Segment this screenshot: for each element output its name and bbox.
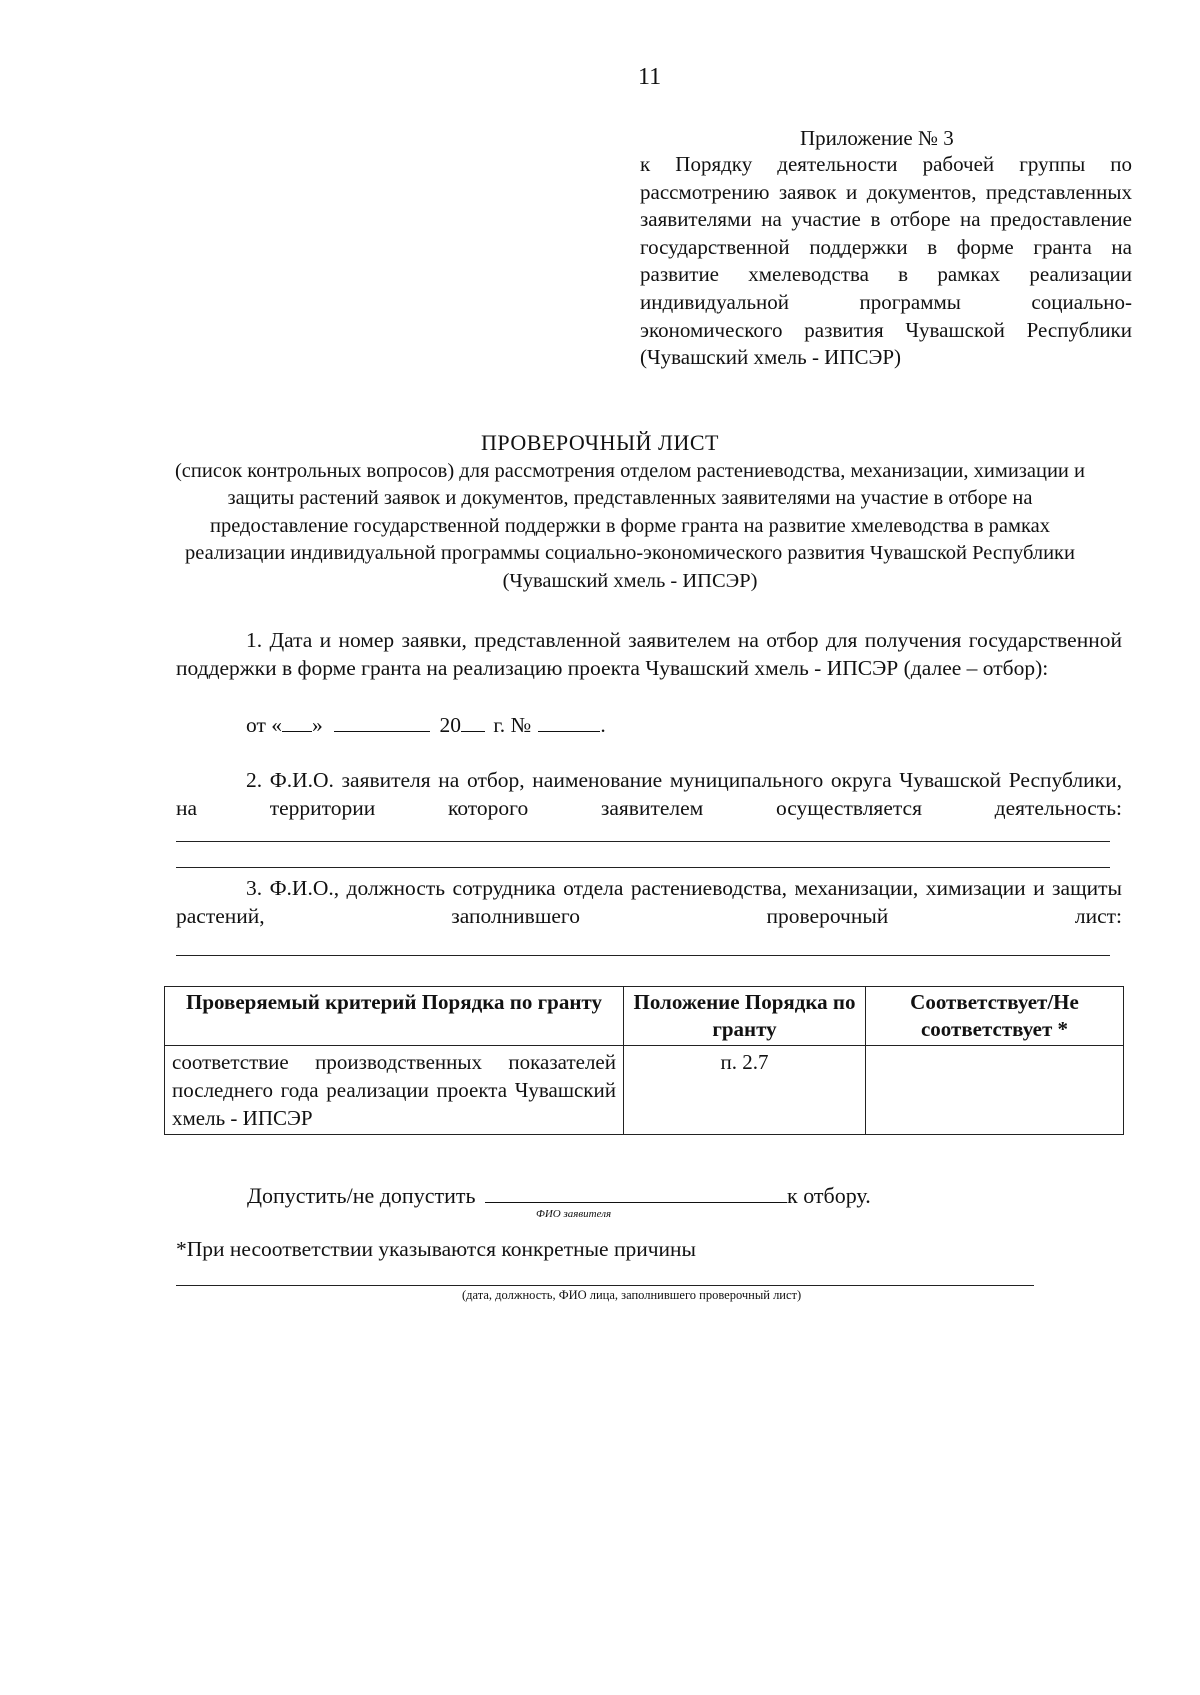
footnote: *При несоответствии указываются конкретные причины xyxy=(176,1237,696,1261)
table-header-row xyxy=(165,987,1124,1046)
criterion-cell xyxy=(165,1046,624,1135)
year-blank[interactable] xyxy=(461,711,485,732)
document-title: ПРОВЕРОЧНЫЙ ЛИСТ xyxy=(481,430,719,455)
header-compliance: Соответствует/Не соответствует * xyxy=(866,987,1124,1046)
employee-fill-line[interactable] xyxy=(176,955,1110,956)
admit-prefix: Допустить/не допустить xyxy=(247,1183,476,1208)
signature-line[interactable] xyxy=(176,1285,1034,1286)
page-number: 11 xyxy=(638,64,662,90)
month-blank[interactable] xyxy=(334,711,430,732)
item-3-text: 3. Ф.И.О., должность сотрудника отдела растениеводства, механизации, химизации и защиты растений, заполнившего проверочный лист: xyxy=(176,876,1122,928)
signature-caption: (дата, должность, ФИО лица, заполнившего проверочный лист) xyxy=(462,1288,802,1302)
table-row xyxy=(165,1046,1124,1135)
criterion-text: соответствие производственных показателей последнего года реализации проекта Чувашский хмель - ИПСЭР xyxy=(172,1050,616,1130)
appendix-title: Приложение № 3 xyxy=(800,126,954,150)
admission-line xyxy=(247,1180,871,1209)
date-prefix: от « xyxy=(246,713,282,737)
document-subtitle: (список контрольных вопросов) для рассмотрения отделом растениеводства, механизации, химизации и защиты растений заявок и документов, представленных заявителями на участие в отборе на предоставление государственной поддержки в форме гранта на развитие хмелеводства в рамках реализации индивидуальной программы социально-экономического развития Чувашской Республики (Чувашский хмель - ИПСЭР) xyxy=(174,460,1086,592)
applicant-fill-line-2[interactable] xyxy=(176,867,1110,868)
applicant-name-caption: ФИО заявителя xyxy=(536,1208,612,1220)
appendix-reference: к Порядку деятельности рабочей группы по рассмотрению заявок и документов, представленных заявителями на участие в отборе на предоставление государственной поддержки в форме гранта на развитие хмелеводства в рамках реализации индивидуальной программы социально-экономического развития Чувашской Республики (Чувашский хмель - ИПСЭР) xyxy=(640,152,1132,370)
header-criterion: Проверяемый критерий Порядка по гранту xyxy=(165,987,624,1046)
admit-suffix: к отбору. xyxy=(787,1183,871,1208)
clause-cell: п. 2.7 xyxy=(624,1046,866,1135)
application-date-line xyxy=(246,711,606,738)
number-blank[interactable] xyxy=(538,711,600,732)
date-line-end: . xyxy=(600,713,606,737)
applicant-name-blank[interactable] xyxy=(485,1180,787,1203)
year-prefix: 20 xyxy=(439,713,461,737)
day-blank[interactable] xyxy=(282,711,312,732)
item-1-text: 1. Дата и номер заявки, представленной заявителем на отбор для получения государственной поддержки в форме гранта на реализацию проекта Чувашский хмель - ИПСЭР (далее – отбор): xyxy=(176,628,1122,680)
number-label: г. № xyxy=(493,713,532,737)
date-quote-close: » xyxy=(312,713,323,737)
item-2-text: 2. Ф.И.О. заявителя на отбор, наименование муниципального округа Чувашской Республики, на территории которого заявителем осуществляется деятельность: xyxy=(176,768,1122,820)
criteria-table xyxy=(164,986,1124,1135)
header-clause: Положение Порядка по гранту xyxy=(624,987,866,1046)
applicant-fill-line-1[interactable] xyxy=(176,841,1110,842)
compliance-cell[interactable] xyxy=(866,1046,1124,1135)
